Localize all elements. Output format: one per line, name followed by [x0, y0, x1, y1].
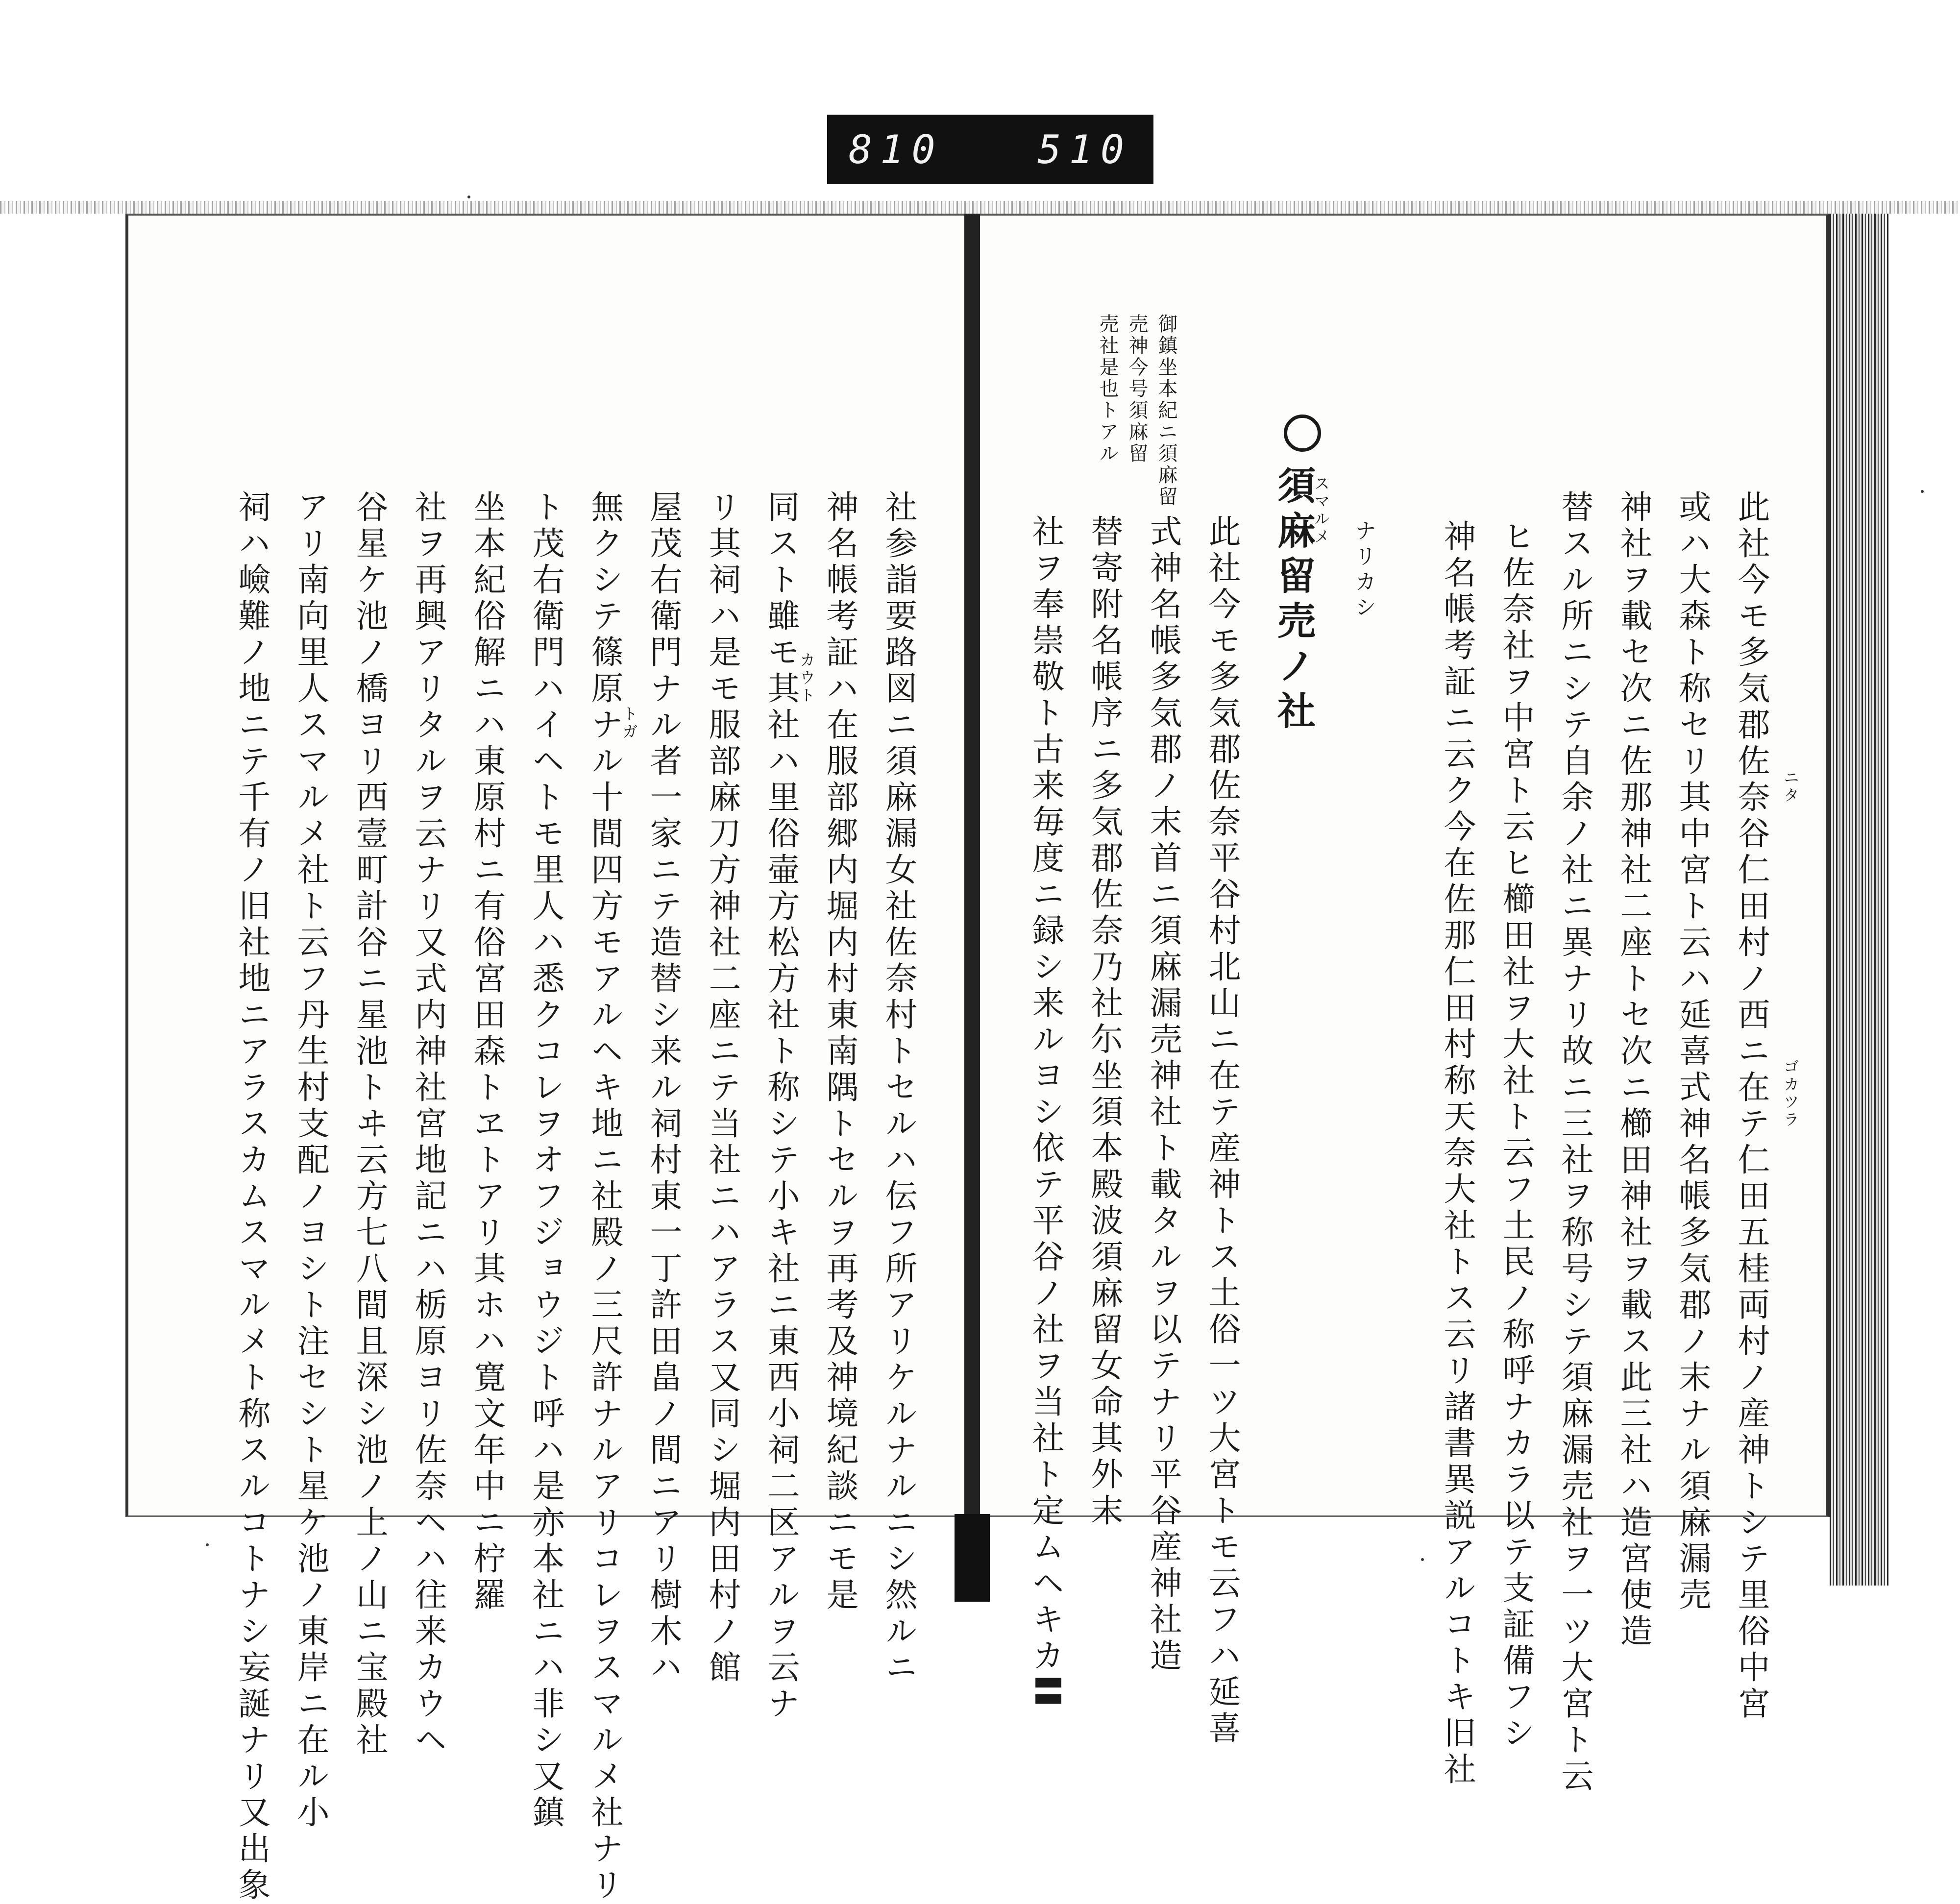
text-column: 谷星ケ池ノ橋ヨリ西壹町計谷ニ星池トヰ云方七八間且深シ池ノ上ノ山ニ宝殿社	[350, 490, 388, 1759]
text-column: 坐本紀俗解ニハ東原村ニ有俗宮田森トヱトアリ其ホハ寛文年中ニ柠羅	[468, 490, 506, 1614]
scan-speck	[1921, 490, 1924, 493]
ruby-gloss: ニタ	[1781, 769, 1800, 805]
gutter-binding	[955, 1514, 990, 1602]
text-column: 祠ハ嶮難ノ地ニテ千有ノ旧社地ニアラスカムスマルメト称スルコトナシ妄誕ナリ又出象	[233, 490, 270, 1904]
text-column: 此社今モ多気郡佐奈平谷村北山ニ在テ産神トス土俗一ツ大宮トモ云フハ延喜	[1203, 514, 1241, 1747]
text-column: 社ヲ奉崇敬ト古来毎度ニ録シ来ルヨシ依テ平谷ノ社ヲ当社ト定ムヘキカ〓	[1027, 514, 1064, 1711]
ruby-gloss: スマルメ	[1312, 475, 1330, 546]
text-column: 同スト雖モ其社ハ里俗壷方松方社ト称シテ小キ社ニ東西小祠二区アルヲ云ナ	[762, 490, 800, 1723]
plate-number-left: 810	[849, 126, 943, 172]
text-column: 替スル所ニシテ自余ノ社ニ異ナリ故ニ三社ヲ称号シテ須麻漏売社ヲ一ツ大宮ト云	[1556, 490, 1593, 1795]
plate-number-right: 510	[1037, 126, 1132, 172]
text-column: ヒ佐奈社ヲ中宮ト云ヒ櫛田社ヲ大社ト云フ土民ノ称呼ナカラ以テ支証備フシ	[1497, 519, 1535, 1752]
text-column: 神社ヲ載セ次ニ佐那神社二座トセ次ニ櫛田神社ヲ載ス此三社ハ造宮使造	[1615, 490, 1652, 1650]
archive-number-plate	[827, 115, 1153, 184]
scan-speck	[467, 195, 470, 198]
ruby-gloss: ゴカツラ	[1781, 1058, 1800, 1129]
page-edges	[1830, 214, 1888, 1586]
margin-note-line: 御鎮坐本紀ニ須麻留	[1155, 314, 1177, 508]
text-column: 或ハ大森ト称セリ其中宮ト云ハ延喜式神名帳多気郡ノ末ナル須麻漏売	[1673, 490, 1711, 1614]
section-circle-mark	[1284, 415, 1321, 452]
text-column: 社ヲ再興アリタルヲ云ナリ又式内神社宮地記ニハ栃原ヨリ佐奈ヘハ往来カウヘ	[409, 490, 447, 1759]
text-column: アリ南向里人スマルメ社ト云フ丹生村支配ノヨシト注セシト星ケ池ノ東岸ニ在ル小	[292, 490, 329, 1831]
scan-speck	[1421, 1558, 1424, 1561]
scan-edge-noise	[0, 201, 1960, 214]
text-column: 式神名帳多気郡ノ末首ニ須麻漏売神社ト載タルヲ以テナリ平谷産神社造	[1144, 514, 1182, 1675]
text-column: 替寄附名帳序ニ多気郡佐奈乃社尓坐須本殿波須麻留女命其外末	[1085, 514, 1123, 1530]
ruby-gloss: カウト	[797, 652, 816, 705]
text-column: 神名帳考証ハ在服部郷内堀内村東南隅トセルヲ再考及神境紀談ニモ是	[821, 490, 858, 1614]
margin-note-line: 売社是也トアル	[1096, 314, 1119, 464]
margin-note-line: 売神今号須麻留	[1126, 314, 1148, 464]
section-title: 須麻留売ノ社	[1271, 465, 1316, 736]
text-column: 無クシテ篠原ナル十間四方モアルヘキ地ニ社殿ノ三尺許ナルアリコレヲスマルメ社ナリ	[586, 490, 623, 1904]
ruby-gloss: トガ	[620, 706, 638, 741]
text-column: ト茂右衛門ハイヘトモ里人ハ悉クコレヲオフジョウジト呼ハ是亦本社ニハ非シ又鎮	[527, 490, 564, 1831]
book-gutter	[964, 214, 980, 1581]
text-column: 屋茂右衛門ナル者一家ニテ造替シ来ル祠村東一丁許田畠ノ間ニアリ樹木ハ	[644, 490, 682, 1686]
text-column: リ其祠ハ是モ服部麻刀方神社二座ニテ当社ニハアラス又同シ堀内田村ノ館	[703, 490, 741, 1686]
text-column: 神名帳考証ニ云ク今在佐那仁田村称天奈大社トス云リ諸書異説アルコトキ旧社	[1438, 519, 1476, 1788]
text-column-short: ナリカシ	[1351, 519, 1376, 621]
scan-speck	[206, 1543, 209, 1546]
text-column: 此社今モ多気郡佐奈谷仁田村ノ西ニ在テ仁田五桂両村ノ産神トシテ里俗中宮	[1732, 490, 1770, 1723]
text-column: 社参詣要路図ニ須麻漏女社佐奈村トセルハ伝フ所アリケルナルニシ然ルニ	[880, 490, 917, 1686]
